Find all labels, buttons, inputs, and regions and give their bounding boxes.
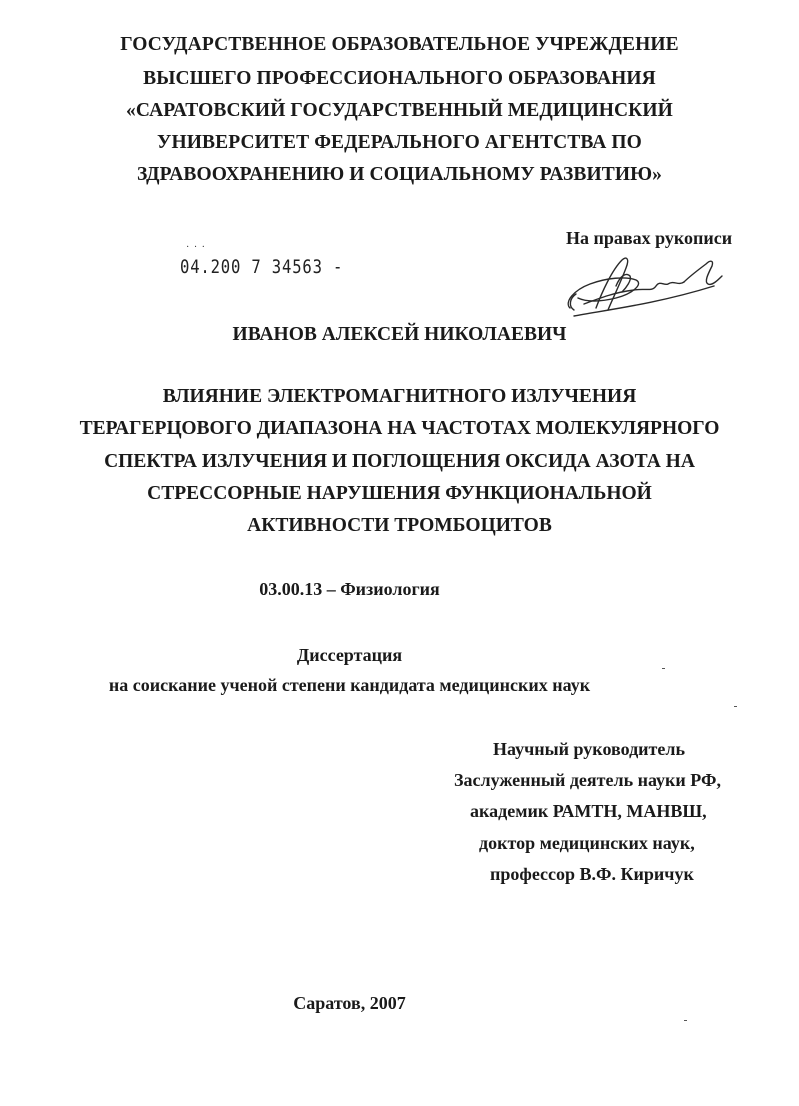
institution-line-1: ГОСУДАРСТВЕННОЕ ОБРАЗОВАТЕЛЬНОЕ УЧРЕЖДЕНИЕ [120,34,679,55]
institution-line-3: «САРАТОВСКИЙ ГОСУДАРСТВЕННЫЙ МЕДИЦИНСКИЙ [126,100,673,121]
stamp-dots: · · · [186,242,206,253]
institution-line-4: УНИВЕРСИТЕТ ФЕДЕРАЛЬНОГО АГЕНТСТВА ПО [157,132,642,153]
scan-speck [684,1020,687,1021]
title-line-2: ТЕРАГЕРЦОВОГО ДИАПАЗОНА НА ЧАСТОТАХ МОЛЕКУЛЯРНОГО [79,418,720,439]
degree-line: на соискание ученой степени кандидата медицинских наук [108,675,591,695]
author-name: ИВАНОВ АЛЕКСЕЙ НИКОЛАЕВИЧ [232,324,567,345]
supervisor-line-5: профессор В.Ф. Киричук [490,864,694,884]
institution-line-2: ВЫСШЕГО ПРОФЕССИОНАЛЬНОГО ОБРАЗОВАНИЯ [143,68,656,89]
supervisor-line-4: доктор медицинских наук, [479,833,695,853]
title-line-4: СТРЕССОРНЫЕ НАРУШЕНИЯ ФУНКЦИОНАЛЬНОЙ [147,483,652,504]
title-line-3: СПЕКТРА ИЗЛУЧЕНИЯ И ПОГЛОЩЕНИЯ ОКСИДА АЗОТА НА [104,451,695,472]
institution-line-5: ЗДРАВООХРАНЕНИЮ И СОЦИАЛЬНОМУ РАЗВИТИЮ» [136,164,663,185]
scan-speck [662,668,665,669]
supervisor-line-3: академик РАМТН, МАНВШ, [470,801,707,821]
title-line-1: ВЛИЯНИЕ ЭЛЕКТРОМАГНИТНОГО ИЗЛУЧЕНИЯ [162,386,637,407]
dissertation-label: Диссертация [296,645,403,665]
supervisor-line-1: Научный руководитель [493,739,685,759]
manuscript-note: На правах рукописи [566,228,733,248]
title-line-5: АКТИВНОСТИ ТРОМБОЦИТОВ [247,515,552,536]
supervisor-line-2: Заслуженный деятель науки РФ, [454,770,721,790]
stamp-number: 04.200 7 34563 - [180,256,344,278]
specialty-code: 03.00.13 – Физиология [259,579,440,599]
scan-speck [734,706,737,707]
place-year: Саратов, 2007 [293,993,406,1013]
signature-image [556,246,726,326]
